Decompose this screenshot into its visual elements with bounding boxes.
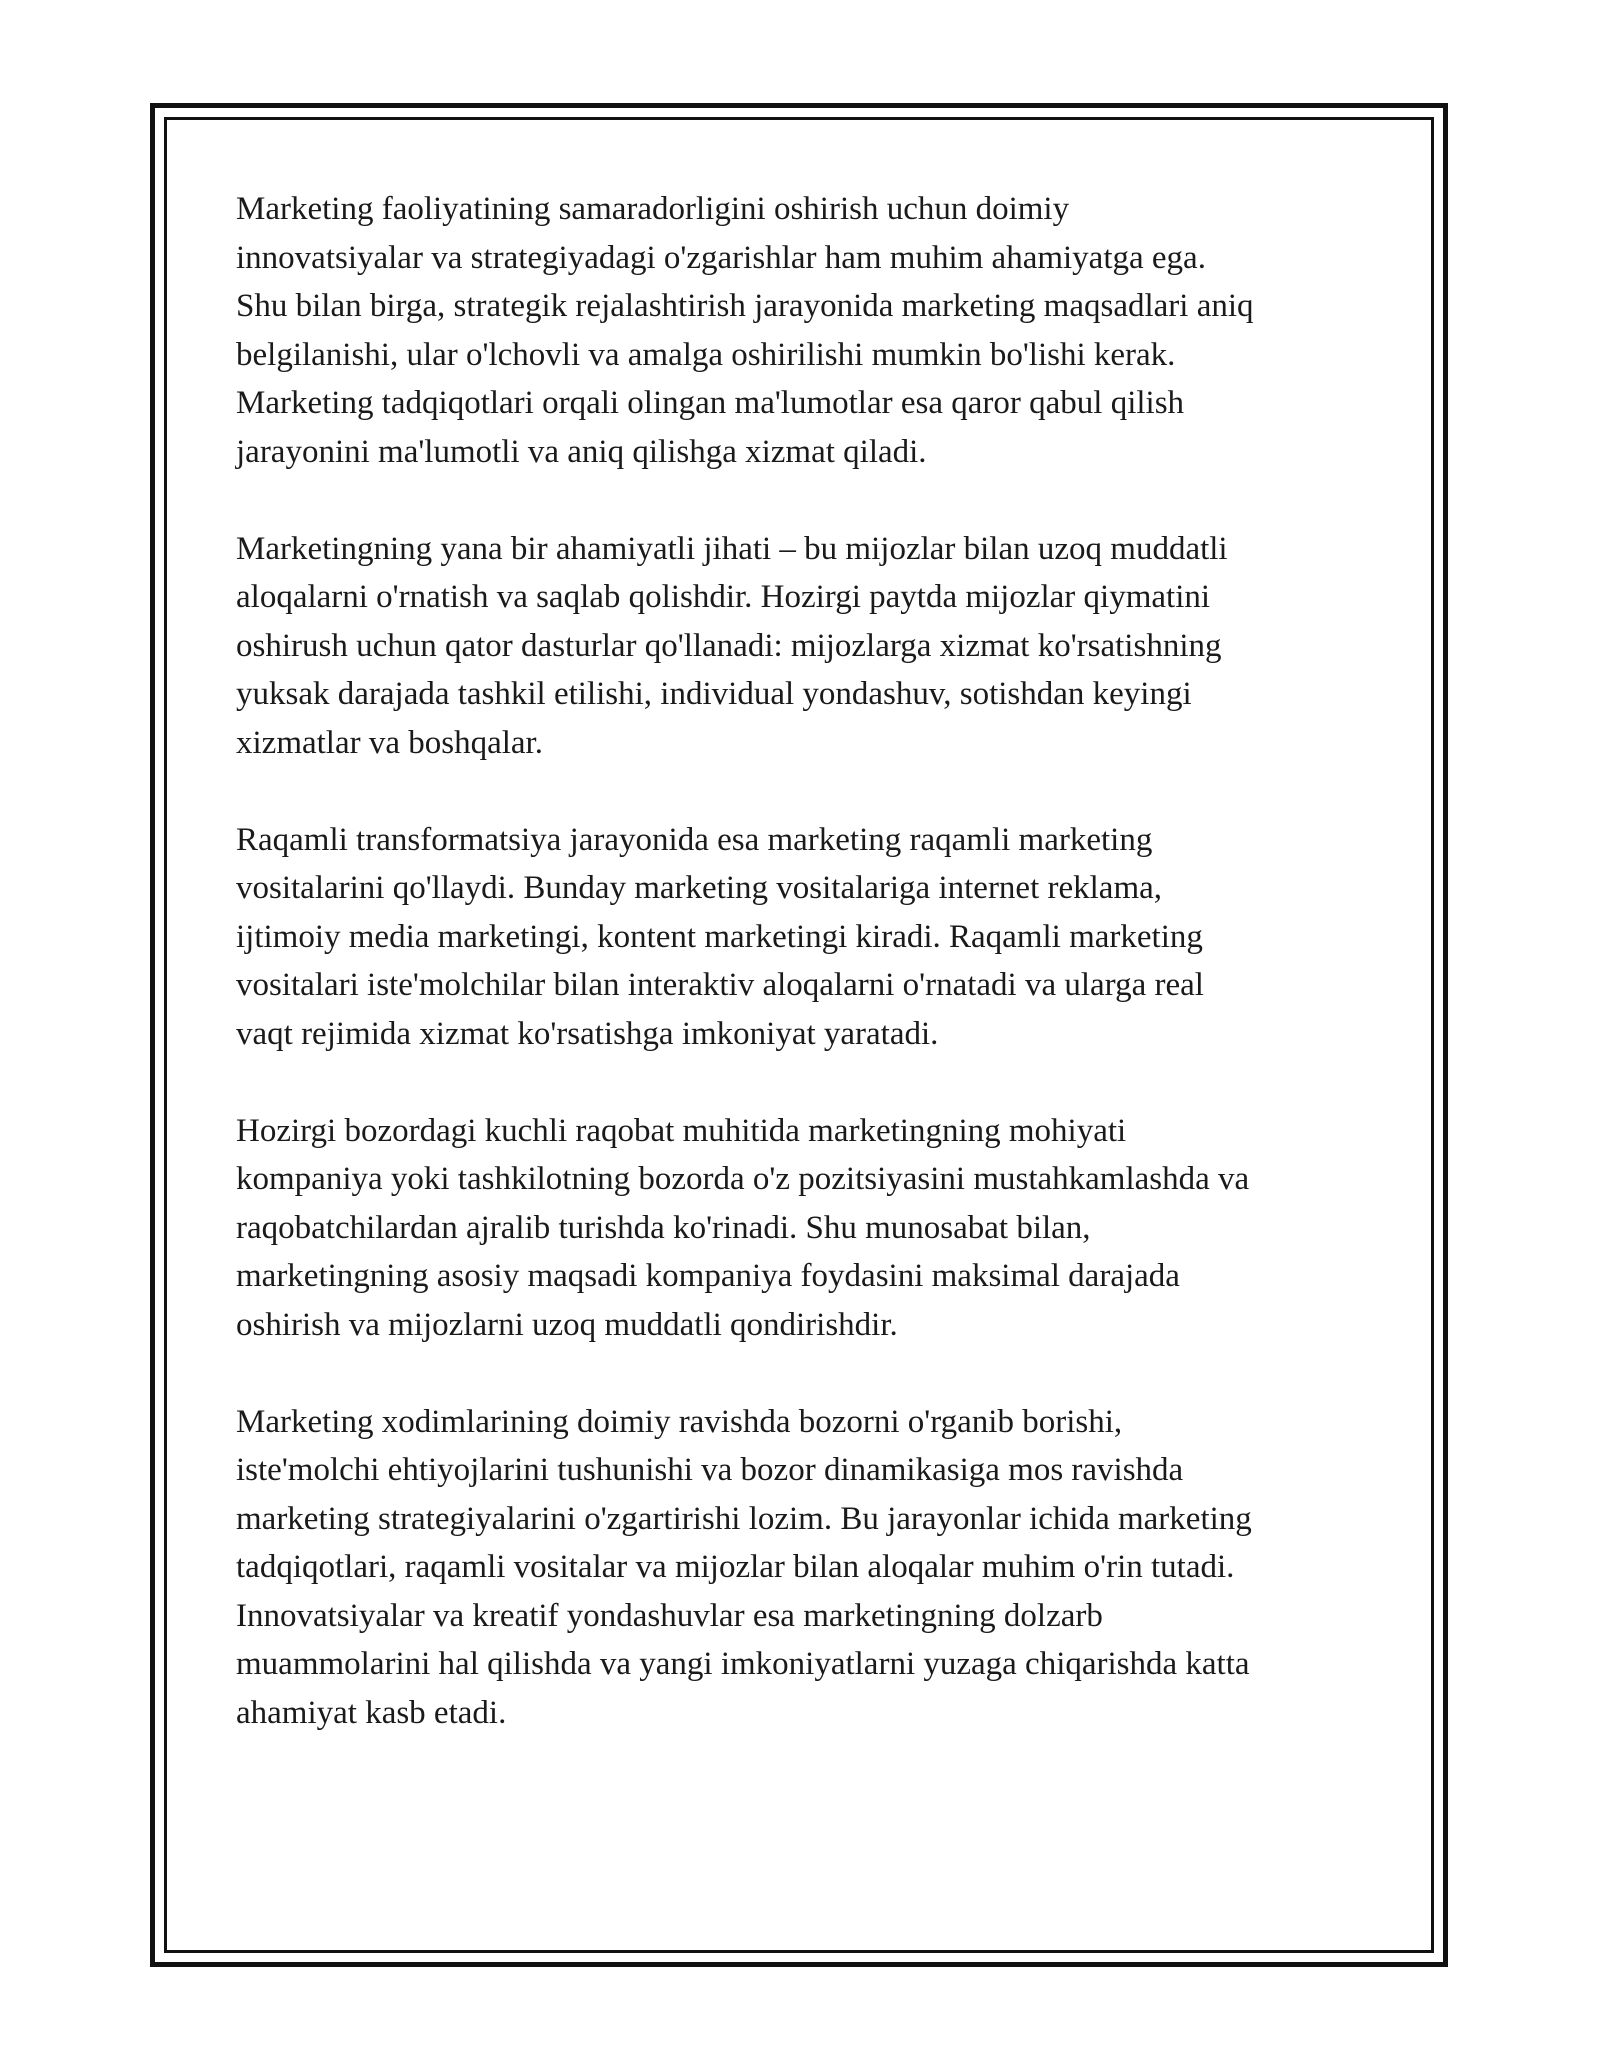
document-body [236, 185, 1386, 1786]
paragraph-5 [236, 1398, 1386, 1738]
text-line: innovatsiyalar va strategiyadagi o'zgarishlar ham muhim ahamiyatga ega. [236, 239, 1206, 276]
text-line: Marketing faoliyatining samaradorligini oshirish uchun doimiy [236, 191, 1070, 227]
text-line: ijtimoiy media marketingi, kontent marketingi kiradi. Raqamli marketing [236, 918, 1203, 955]
text-line: kompaniya yoki tashkilotning bozorda o'z pozitsiyasini mustahkamlashda va [236, 1161, 1250, 1197]
paragraph-1 [236, 185, 1386, 476]
text-line: Marketingning yana bir ahamiyatli jihati – bu mijozlar bilan uzoq muddatli [236, 530, 1228, 567]
text-line: Hozirgi bozordagi kuchli raqobat muhitida marketingning mohiyati [236, 1112, 1127, 1149]
text-line: ahamiyat kasb etadi. [236, 1694, 507, 1731]
text-line: vaqt rejimida xizmat ko'rsatishga imkoniyat yaratadi. [236, 1015, 939, 1052]
text-line: oshirish va mijozlarni uzoq muddatli qondirishdir. [236, 1306, 898, 1343]
text-line: yuksak darajada tashkil etilishi, individual yondashuv, sotishdan keyingi [236, 676, 1192, 712]
text-line: aloqalarni o'rnatish va saqlab qolishdir. Hozirgi paytda mijozlar qiymatini [236, 579, 1211, 615]
text-line: marketingning asosiy maqsadi kompaniya foydasini maksimal darajada [236, 1258, 1180, 1294]
paragraph-4 [236, 1107, 1386, 1350]
text-line: Innovatsiyalar va kreatif yondashuvlar esa marketingning dolzarb [236, 1597, 1103, 1634]
text-line: belgilanishi, ular o'lchovli va amalga oshirilishi mumkin bo'lishi kerak. [236, 336, 1176, 373]
text-line: Shu bilan birga, strategik rejalashtirish jarayonida marketing maqsadlari aniq [236, 288, 1254, 324]
text-line: Raqamli transformatsiya jarayonida esa marketing raqamli marketing [236, 821, 1153, 858]
text-line: raqobatchilardan ajralib turishda ko'rinadi. Shu munosabat bilan, [236, 1209, 1091, 1246]
paragraph-2 [236, 525, 1386, 768]
text-line: vositalari iste'molchilar bilan interaktiv aloqalarni o'rnatadi va ularga real [236, 967, 1204, 1003]
text-line: Marketing xodimlarining doimiy ravishda bozorni o'rganib borishi, [236, 1403, 1123, 1440]
text-line: muammolarini hal qilishda va yangi imkoniyatlarni yuzaga chiqarishda katta [236, 1646, 1250, 1682]
text-line: xizmatlar va boshqalar. [236, 724, 543, 761]
text-line: oshirush uchun qator dasturlar qo'llanadi: mijozlarga xizmat ko'rsatishning [236, 627, 1222, 664]
text-line: tadqiqotlari, raqamli vositalar va mijozlar bilan aloqalar muhim o'rin tutadi. [236, 1549, 1235, 1585]
text-line: vositalarini qo'llaydi. Bunday marketing vositalariga internet reklama, [236, 870, 1163, 906]
text-line: iste'molchi ehtiyojlarini tushunishi va bozor dinamikasiga mos ravishda [236, 1452, 1184, 1488]
text-line: Marketing tadqiqotlari orqali olingan ma'lumotlar esa qaror qabul qilish [236, 385, 1185, 421]
text-line: marketing strategiyalarini o'zgartirishi lozim. Bu jarayonlar ichida marketing [236, 1500, 1252, 1537]
text-line: jarayonini ma'lumotli va aniq qilishga xizmat qiladi. [236, 433, 927, 470]
paragraph-3 [236, 816, 1386, 1059]
